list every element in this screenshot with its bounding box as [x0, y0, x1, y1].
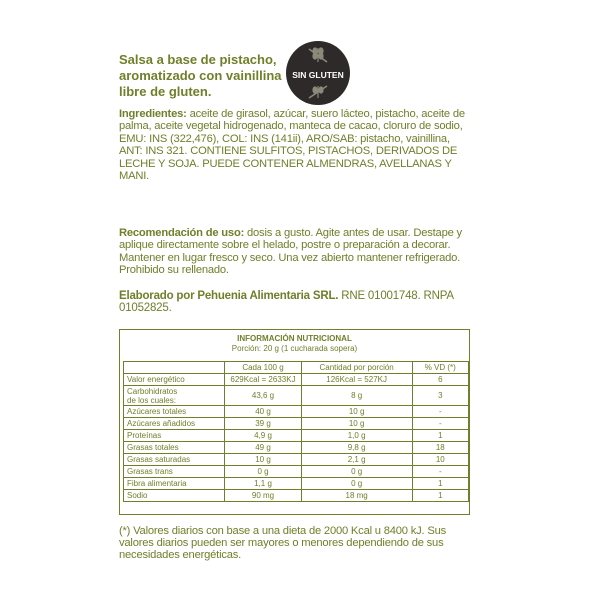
producer-label: Elaborado por Pehuenia Alimentaria SRL.	[119, 290, 339, 302]
table-cell: 1	[412, 478, 468, 490]
table-cell: Valor energético	[124, 374, 225, 386]
nutrition-table	[123, 361, 469, 502]
table-cell: -	[412, 466, 468, 478]
table-cell: 18	[412, 442, 468, 454]
ingredients-paragraph	[119, 108, 469, 182]
table-cell: 3	[412, 386, 468, 406]
table-cell: 0 g	[225, 466, 301, 478]
table-cell: 8 g	[301, 386, 412, 406]
table-cell: 49 g	[225, 442, 301, 454]
table-cell: 4,9 g	[225, 430, 301, 442]
table-cell: Grasas trans	[124, 466, 225, 478]
table-cell: Grasas totales	[124, 442, 225, 454]
table-row	[124, 430, 469, 442]
table-cell: 18 mg	[301, 490, 412, 502]
column-header	[124, 362, 225, 374]
nutrition-portion: Porción: 20 g (1 cucharada sopera)	[231, 344, 358, 353]
table-row	[124, 386, 469, 406]
table-cell: Sodio	[124, 490, 225, 502]
table-row	[124, 490, 469, 502]
table-cell: 126Kcal = 527KJ	[301, 374, 412, 386]
table-cell: 0 g	[301, 478, 412, 490]
table-row	[124, 442, 469, 454]
table-cell: Azúcares totales	[124, 406, 225, 418]
usage-paragraph	[119, 227, 469, 277]
table-row	[124, 374, 469, 386]
ingredients-text: aceite de girasol, azúcar, suero lácteo, pistacho, aceite de palma, aceite vegetal hidrogenado, manteca de cacao, cloruro de sodio, EMU: INS (322,476), COL: INS (141ii), ARO/SAB: pistacho, vainillina, ANT: INS 321. CONTIENE SULFITOS, PISTACHOS, DERIVADOS DE LECHE Y SOJA. PUEDE CONTENER ALMENDRAS, AVELLANAS Y MANI.	[119, 108, 465, 183]
table-cell: 10 g	[301, 406, 412, 418]
table-cell: 1,0 g	[301, 430, 412, 442]
table-row	[124, 418, 469, 430]
table-cell: -	[412, 418, 468, 430]
table-cell: 10 g	[225, 454, 301, 466]
table-cell: Azúcares añadidos	[124, 418, 225, 430]
badge-text: SIN GLUTEN	[292, 70, 344, 80]
table-cell: 6	[412, 374, 468, 386]
table-cell: 90 mg	[225, 490, 301, 502]
table-cell: 629Kcal = 2633KJ	[225, 374, 301, 386]
column-header: % VD (*)	[412, 362, 468, 374]
nutrition-facts-panel	[119, 329, 470, 515]
table-cell: 10 g	[301, 418, 412, 430]
table-row	[124, 454, 469, 466]
table-cell: 0 g	[301, 466, 412, 478]
table-cell: 43,6 g	[225, 386, 301, 406]
table-cell: 10	[412, 454, 468, 466]
table-row	[124, 478, 469, 490]
table-cell: 1	[412, 490, 468, 502]
product-title: Salsa a base de pistacho, aromatizado con vainillina libre de gluten.	[119, 52, 282, 99]
usage-text: dosis a gusto. Agite antes de usar. Destape y aplique directamente sobre el helado, postre o preparación a decorar. Mantener en lugar fresco y seco. Una vez abierto mantener refrigerado. Prohibido su rellenado.	[119, 227, 462, 277]
table-cell: -	[412, 406, 468, 418]
table-cell: 1,1 g	[225, 478, 301, 490]
producer-paragraph	[119, 290, 469, 315]
table-cell: 2,1 g	[301, 454, 412, 466]
nutrition-header-row	[124, 362, 469, 374]
table-cell: Fibra alimentaria	[124, 478, 225, 490]
table-cell: Carbohidratos de los cuales:	[124, 386, 225, 406]
table-row	[124, 466, 469, 478]
table-cell: 40 g	[225, 406, 301, 418]
table-cell: 39 g	[225, 418, 301, 430]
table-row	[124, 406, 469, 418]
column-header: Cantidad por porción	[301, 362, 412, 374]
producer-text: RNE 01001748. RNPA 01052825.	[119, 290, 454, 315]
table-cell: Grasas saturadas	[124, 454, 225, 466]
table-cell: 1	[412, 430, 468, 442]
nutrition-heading: INFORMACIÓN NUTRICIONAL	[237, 334, 352, 343]
daily-value-footnote: (*) Valores diarios con base a una dieta de 2000 Kcal u 8400 kJ. Sus valores diarios pueden ser mayores o menores dependiendo de sus necesidades energéticas.	[119, 525, 447, 561]
ingredients-label: Ingredientes:	[119, 108, 187, 120]
column-header: Cada 100 g	[225, 362, 301, 374]
table-cell: Proteínas	[124, 430, 225, 442]
table-cell: 9,8 g	[301, 442, 412, 454]
gluten-free-badge	[285, 40, 351, 106]
usage-label: Recomendación de uso:	[119, 227, 245, 239]
